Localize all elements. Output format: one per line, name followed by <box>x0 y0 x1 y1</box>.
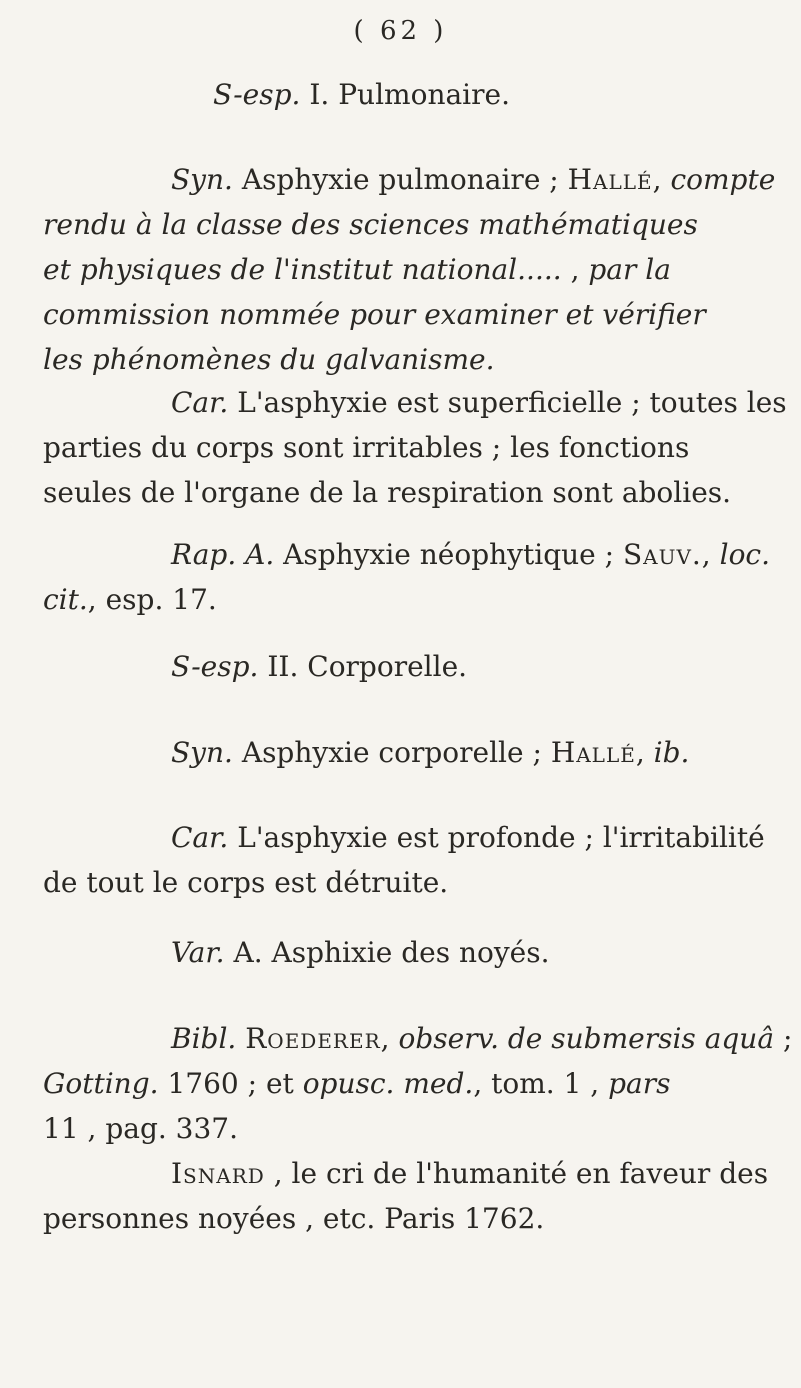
synonym-line-3-end: par la <box>588 253 671 286</box>
bibliography-line-4: , le cri de l'humanité en faveur des <box>273 1157 769 1190</box>
characteristics-line-2: de tout le corps est détruite. <box>43 866 449 899</box>
separator: , <box>652 163 662 196</box>
subspecies-title: I. Pulmonaire. <box>309 78 510 111</box>
bibliography <box>0 1016 801 1241</box>
relation-neophytic <box>0 532 801 622</box>
subspecies-title: II. Corporelle. <box>267 650 468 683</box>
synonym-ibid: ib. <box>653 736 690 769</box>
separator: , <box>701 538 711 571</box>
author-sauvages: Sauv. <box>622 538 702 571</box>
relation-text: Asphyxie néophytique ; <box>283 538 615 571</box>
author-isnard: Isnard <box>171 1157 265 1190</box>
synonym-pulmonary <box>0 157 801 382</box>
variety-drowned <box>0 930 801 975</box>
author-halle: Hallé <box>550 736 636 769</box>
bibliography-year: 1760 ; et <box>167 1067 294 1100</box>
characteristics-line-2: parties du corps sont irritables ; les fonctions <box>43 431 690 464</box>
separator: , <box>635 736 645 769</box>
relation-esp: , esp. 17. <box>87 583 217 616</box>
synonym-label: Syn. <box>171 736 233 769</box>
characteristics-label: Car. <box>171 821 229 854</box>
separator: , <box>570 253 580 286</box>
bibliography-line-3: 11 , pag. 337. <box>43 1112 239 1145</box>
relation-cit: cit. <box>43 583 88 616</box>
synonym-text-italic: compte <box>670 163 776 196</box>
subspecies-corporeal <box>0 644 801 689</box>
subspecies-label: S-esp. <box>171 650 259 683</box>
characteristics-corporeal <box>0 815 801 905</box>
synonym-label: Syn. <box>171 163 233 196</box>
separator: ; <box>782 1022 793 1055</box>
synonym-corporeal <box>0 730 801 775</box>
bibliography-tom: , tom. 1 , <box>473 1067 600 1100</box>
synonym-line-3: et physiques de l'institut national..... <box>43 253 562 286</box>
characteristics-line-1: L'asphyxie est superficielle ; toutes les <box>237 386 787 419</box>
author-halle: Hallé <box>567 163 653 196</box>
bibliography-opusc: opusc. med. <box>302 1067 474 1100</box>
bibliography-label: Bibl. <box>171 1022 237 1055</box>
separator: , <box>380 1022 390 1055</box>
relation-label: Rap. A. <box>171 538 275 571</box>
synonym-text: Asphyxie corporelle ; <box>241 736 542 769</box>
variety-label: Var. <box>171 936 225 969</box>
characteristics-line-1: L'asphyxie est profonde ; l'irritabilité <box>237 821 765 854</box>
synonym-line-2: rendu à la classe des sciences mathématiques <box>43 208 698 241</box>
synonym-text: Asphyxie pulmonaire ; <box>241 163 559 196</box>
relation-loc: loc. <box>719 538 771 571</box>
characteristics-label: Car. <box>171 386 229 419</box>
characteristics-line-3: seules de l'organe de la respiration sont abolies. <box>43 476 732 509</box>
subspecies-label: S-esp. <box>213 78 301 111</box>
characteristics-pulmonary <box>0 380 801 515</box>
bibliography-line-5: personnes noyées , etc. Paris 1762. <box>43 1202 545 1235</box>
variety-text: A. Asphixie des noyés. <box>233 936 550 969</box>
synonym-line-4: commission nommée pour examiner et vérifier <box>43 298 706 331</box>
author-roederer: Roederer <box>245 1022 381 1055</box>
page-number: ( 62 ) <box>353 16 448 46</box>
subspecies-pulmonary <box>0 72 801 117</box>
bibliography-pars: pars <box>608 1067 671 1100</box>
bibliography-title-1: observ. de submersis aquâ <box>398 1022 775 1055</box>
synonym-line-5: les phénomènes du galvanisme. <box>43 343 495 376</box>
bibliography-place: Gotting. <box>43 1067 159 1100</box>
